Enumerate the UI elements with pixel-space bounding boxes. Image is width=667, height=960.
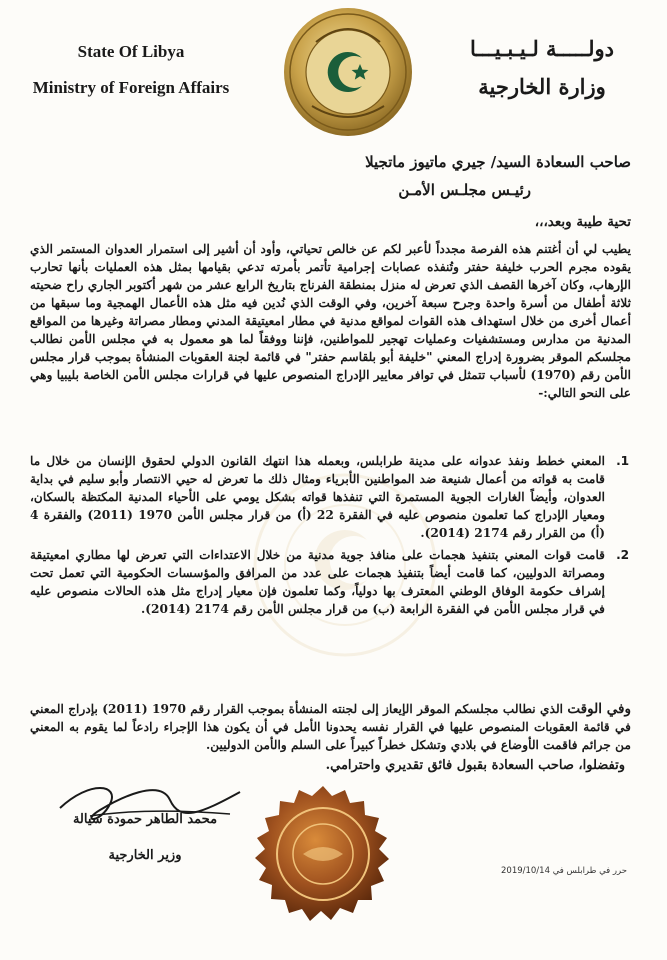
greeting: تحية طيبة وبعد،،، [534, 214, 631, 230]
addressee-title: رئيـس مجلـس الأمـن [398, 181, 531, 199]
list-item [30, 546, 629, 618]
paragraph-request-lead: وفي الوقت [567, 701, 631, 717]
signatory-name: محمد الطاهر حمودة سيالة [72, 812, 218, 827]
addressee [71, 148, 631, 204]
header-state-en: State Of Libya [77, 42, 185, 61]
header-state-ar: دولـــــة لـيـبـيـــا [470, 36, 614, 61]
addressee-name: صاحب السعادة السيد/ جيري ماتيوز ماتجيلا [365, 153, 631, 171]
header-ministry-ar: وزارة الخارجية [478, 74, 606, 99]
reasons-list [30, 452, 631, 622]
libya-state-seal-icon [282, 6, 414, 138]
list-item [30, 452, 629, 542]
list-item-number: 1. [616, 454, 629, 468]
official-wax-stamp-icon [248, 782, 398, 932]
paragraph-intro: يطيب لي أن أغتنم هذه الفرصة مجدداً لأعبر لكم عن خالص تحياتي، وأود أن أشير إلى استمرار العدوان المستمر الذي يقوده مجرم الحرب خليفة حفتر وتُنفذه عصابات إجرامية تأتمر بأمرته تدعي بقيامها بمثل هذه العمليات بأنها تحارب الإرهاب، وكان آخرها القصف الذي تعرض له منزل بمنطقة الفرناج بتاريخ الرابع عشر من شهر أكتوبر الجاري راح ضحيته ثلاثة أطفال من أسرة واحدة وجرح سبعة آخرين، وفي الوقت الذي نُدين فيه مثل هذه الأعمال الهمجية وما سبقها من أعمال أخرى من خلال استهداف هذه القوات لمواقع مدنية في مطار امعيتيقة المدني ومطار مصراتة وغيرها من المواقع المدنية من مدارس ومستشفيات وعمليات تهجير للمواطنين، فإننا ووفقاً لما هو معمول به في مجلس الأمن نطالب مجلسكم الموقر بضرورة إدراج المعني "خليفة أبو بلقاسم حفتر" في قائمة لجنة العقوبات المنشأة بموجب قرار مجلس الأمن رقم (1970) لأسباب تتمثل في توافر معايير الإدراج المنصوص عليها في قرارات مجلس الأمن الخاصة بليبيا وهي على النحو التالي:- [30, 242, 631, 400]
closing-line: وتفضلوا، صاحب السعادة بقبول فائق تقديري واحترامي. [325, 758, 625, 773]
signatory-title: وزير الخارجية [108, 848, 182, 863]
paragraph-request [30, 700, 631, 754]
date-line: حرر في طرابلس في 2019/10/14 [501, 866, 627, 876]
header-arabic [427, 30, 657, 106]
list-item-text: قامت قوات المعني بتنفيذ هجمات على منافذ جوية مدنية من خلال الاعتداءات التي تعرض لها مطاري امعيتيقة ومصراتة الدوليين، كما قامت أيضاً بتنفيذ هجمات على عدد من المرافق والمؤسسات الحكومية التي تعمل تحت إشراف حكومة الوفاق الوطني المعترف بها دولياً، وكما تعلمون فإن معيار إدراج مثل هذه الحالات منصوص عليه في قرار مجلس الأمن في الفقرة الرابعة (ب) من قرار مجلس الأمن رقم 2174 (2014). [30, 548, 605, 616]
list-item-number: 2. [616, 548, 629, 562]
paragraph-request-text: الذي نطالب مجلسكم الموقر الإيعاز إلى لجنته المنشأة بموجب القرار رقم 1970 (2011) بإدراج المعني في قائمة العقوبات المنصوص عليها في القرار نفسه يحدونا الأمل في أن يكون هذا الإجراء رادعاً لما يقوم به المعني من جرائم فاقمت الأوضاع في بلادي وتشكل خطراً كبيراً على السلم والأمن الدوليين. [30, 702, 631, 752]
header-english [6, 34, 256, 106]
header-ministry-en: Ministry of Foreign Affairs [32, 78, 230, 97]
list-item-text: المعني خطط ونفذ عدوانه على مدينة طرابلس، وبعمله هذا انتهك القانون الدولي لحقوق الإنسان من خلال ما قامت به قواته من أعمال شنيعة ضد المواطنين الأبرياء ومثال ذلك ما تعرض له حيي الانتصار وأبو سليم في بداية العدوان، وأيضاً الغارات الجوية المستمرة التي تنفذها قواته بشكل يومي على الأحياء المدنية المكتظة بالسكان، ومعيار الإدراج كما تعلمون منصوص عليه في الفقرة 22 (أ) من قرار مجلس الأمن 1970 (2011) والفقرة 4 (أ) من القرار رقم 2174 (2014). [30, 454, 606, 540]
